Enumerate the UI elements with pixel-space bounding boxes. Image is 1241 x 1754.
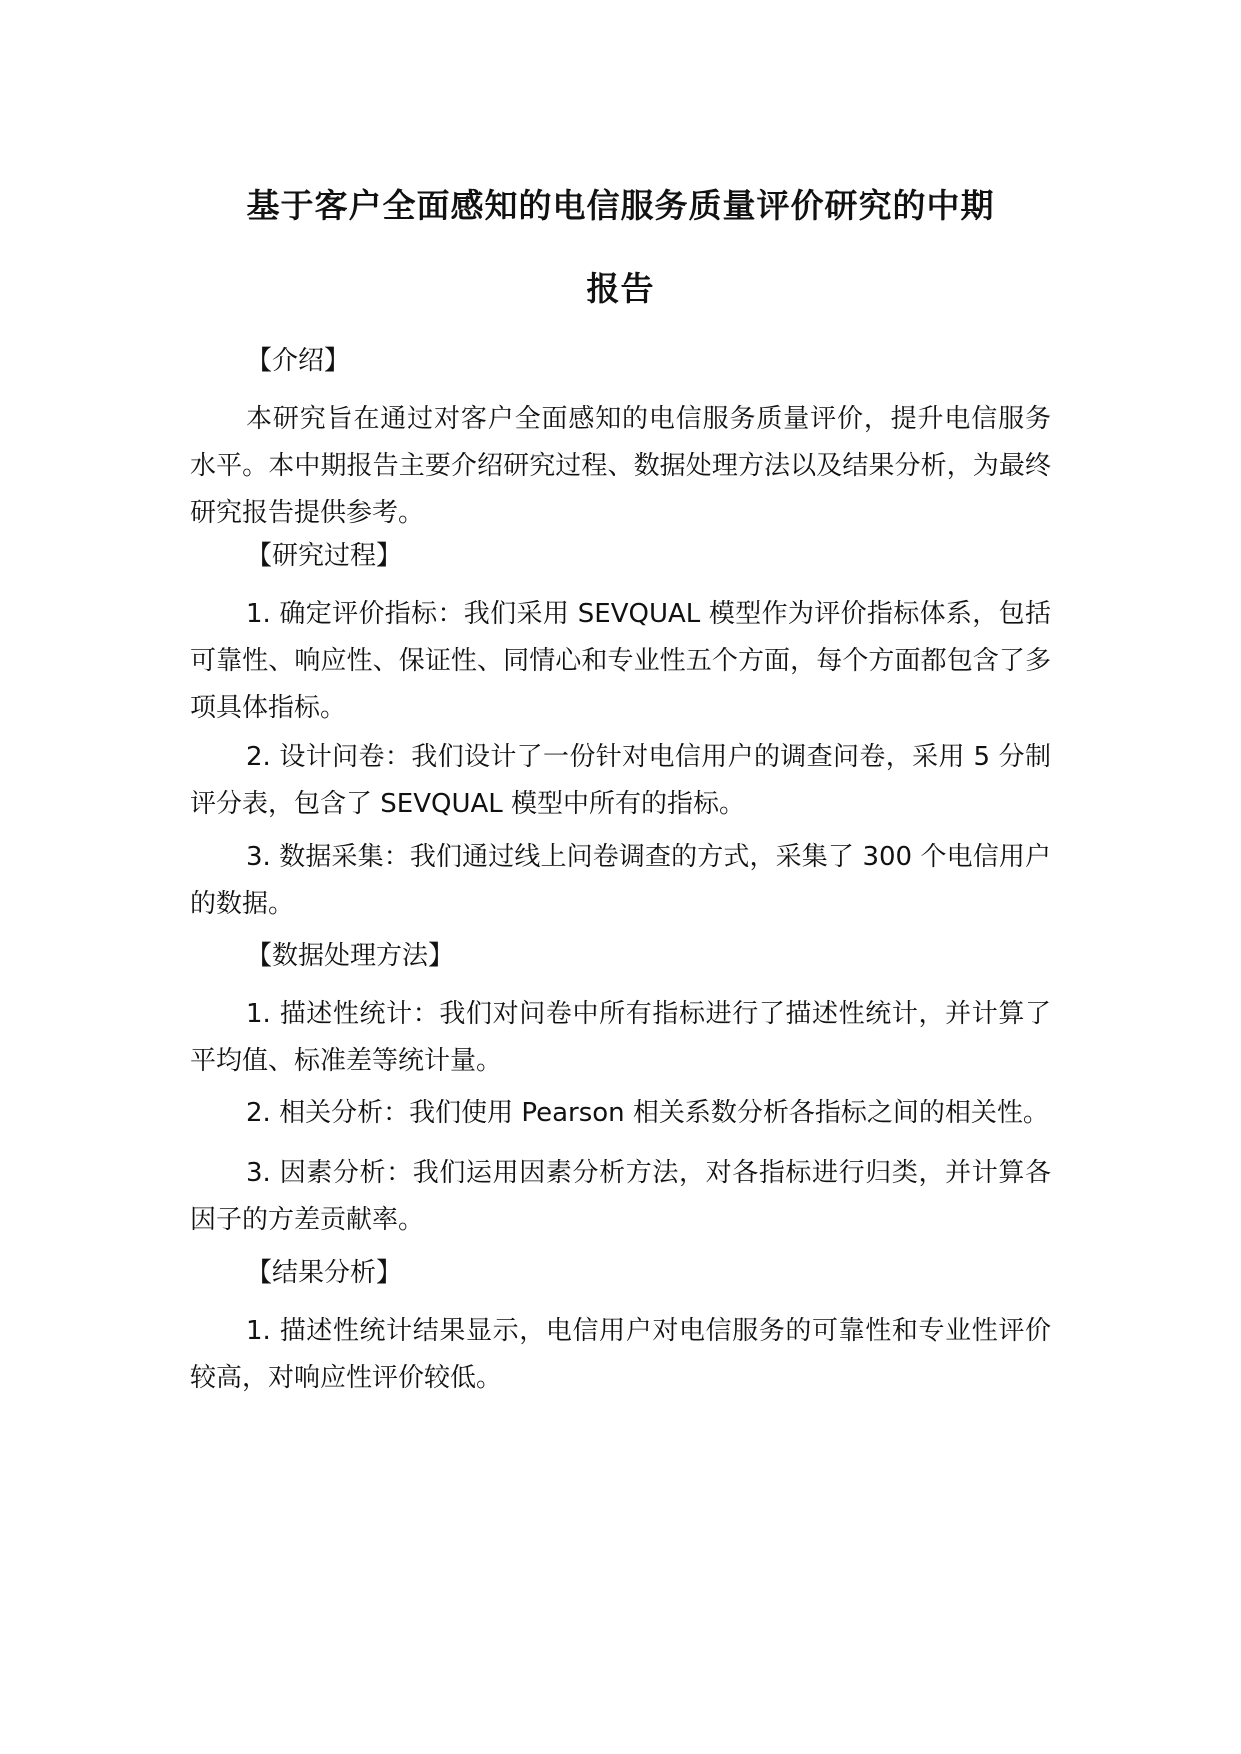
paragraph-methods-1: 1. 描述性统计：我们对问卷中所有指标进行了描述性统计，并计算了平均值、标准差等统计量。 (190, 999, 1051, 1076)
section-heading-results: 【结果分析】 (246, 1258, 403, 1288)
paragraph-process-2: 2. 设计问卷：我们设计了一份针对电信用户的调查问卷，采用 5 分制评分表，包含了 SEVQUAL 模型中所有的指标。 (190, 742, 1051, 819)
section-heading-methods: 【数据处理方法】 (246, 941, 455, 971)
section-heading-intro: 【介绍】 (246, 346, 351, 376)
paragraph-process-3: 3. 数据采集：我们通过线上问卷调查的方式，采集了 300 个电信用户的数据。 (190, 842, 1051, 919)
document-title-line-1: 基于客户全面感知的电信服务质量评价研究的中期 (246, 186, 995, 225)
paragraph-methods-2: 2. 相关分析：我们使用 Pearson 相关系数分析各指标之间的相关性。 (246, 1098, 1049, 1128)
section-heading-process: 【研究过程】 (246, 541, 403, 571)
paragraph-methods-3: 3. 因素分析：我们运用因素分析方法，对各指标进行归类，并计算各因子的方差贡献率。 (190, 1158, 1051, 1235)
paragraph-results-1: 1. 描述性统计结果显示，电信用户对电信服务的可靠性和专业性评价较高，对响应性评价较低。 (190, 1316, 1051, 1393)
paragraph-process-1: 1. 确定评价指标：我们采用 SEVQUAL 模型作为评价指标体系，包括可靠性、响应性、保证性、同情心和专业性五个方面，每个方面都包含了多项具体指标。 (190, 599, 1051, 723)
document-title-line-2: 报告 (586, 269, 655, 308)
paragraph-intro: 本研究旨在通过对客户全面感知的电信服务质量评价，提升电信服务水平。本中期报告主要介绍研究过程、数据处理方法以及结果分析，为最终研究报告提供参考。 (190, 404, 1051, 528)
